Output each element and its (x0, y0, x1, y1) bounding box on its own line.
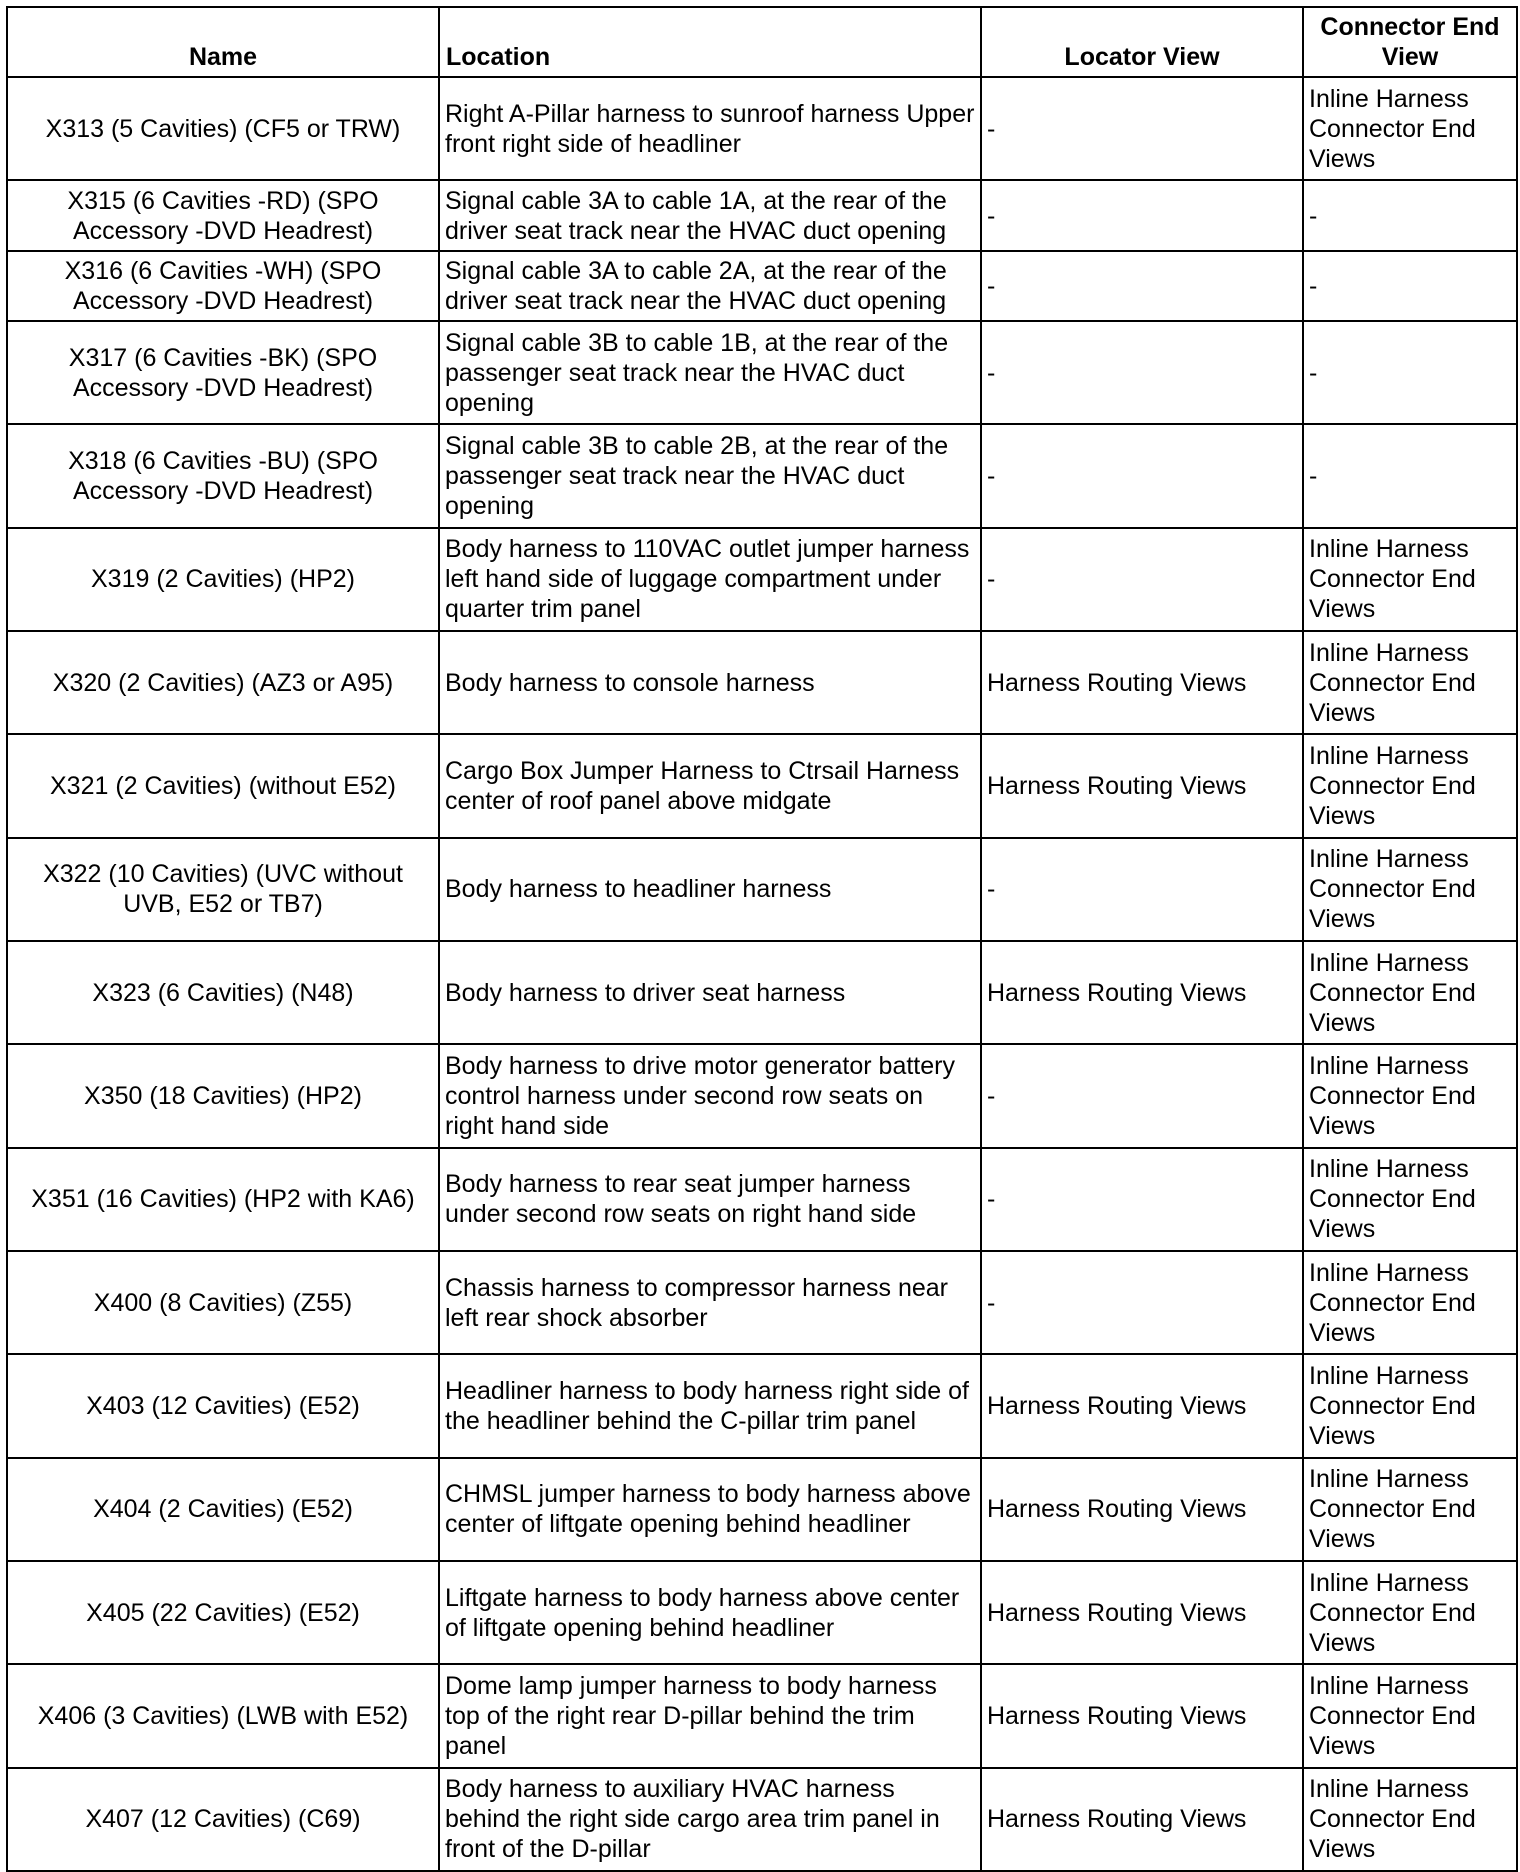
cell-name: X404 (2 Cavities) (E52) (7, 1458, 439, 1561)
table-row (7, 838, 1517, 941)
cell-connector-end-view: - (1303, 321, 1517, 424)
cell-name: X407 (12 Cavities) (C69) (7, 1768, 439, 1871)
cell-connector-end-view: Inline Harness Connector End Views (1303, 1561, 1517, 1664)
cell-location: Signal cable 3A to cable 2A, at the rear of the driver seat track near the HVAC duct opening (439, 251, 981, 321)
cell-locator-view: - (981, 1148, 1303, 1251)
cell-connector-end-view: Inline Harness Connector End Views (1303, 77, 1517, 180)
cell-name: X321 (2 Cavities) (without E52) (7, 734, 439, 837)
cell-location: Dome lamp jumper harness to body harness top of the right rear D-pillar behind the trim panel (439, 1664, 981, 1767)
cell-locator-view: - (981, 251, 1303, 321)
cell-locator-view: - (981, 1044, 1303, 1147)
cell-location: Body harness to driver seat harness (439, 941, 981, 1044)
cell-name: X315 (6 Cavities -RD) (SPO Accessory -DVD Headrest) (7, 180, 439, 250)
cell-locator-view: - (981, 1251, 1303, 1354)
connector-table (6, 6, 1518, 1872)
cell-location: Headliner harness to body harness right side of the headliner behind the C-pillar trim panel (439, 1354, 981, 1457)
table-row (7, 1044, 1517, 1147)
cell-connector-end-view: Inline Harness Connector End Views (1303, 631, 1517, 734)
cell-name: X350 (18 Cavities) (HP2) (7, 1044, 439, 1147)
cell-locator-view: - (981, 528, 1303, 631)
table-row (7, 1664, 1517, 1767)
table-row (7, 1354, 1517, 1457)
cell-locator-view: - (981, 77, 1303, 180)
cell-locator-view: - (981, 838, 1303, 941)
cell-connector-end-view: Inline Harness Connector End Views (1303, 1251, 1517, 1354)
table-row (7, 734, 1517, 837)
table-row (7, 941, 1517, 1044)
cell-location: Liftgate harness to body harness above center of liftgate opening behind headliner (439, 1561, 981, 1664)
table-body (7, 77, 1517, 1871)
cell-connector-end-view: - (1303, 424, 1517, 527)
cell-name: X406 (3 Cavities) (LWB with E52) (7, 1664, 439, 1767)
table-row (7, 180, 1517, 250)
cell-location: Signal cable 3A to cable 1A, at the rear of the driver seat track near the HVAC duct opening (439, 180, 981, 250)
cell-location: Right A-Pillar harness to sunroof harness Upper front right side of headliner (439, 77, 981, 180)
cell-name: X351 (16 Cavities) (HP2 with KA6) (7, 1148, 439, 1251)
cell-connector-end-view: Inline Harness Connector End Views (1303, 1354, 1517, 1457)
table-row (7, 1251, 1517, 1354)
cell-location: Body harness to headliner harness (439, 838, 981, 941)
cell-locator-view: Harness Routing Views (981, 631, 1303, 734)
cell-location: Body harness to console harness (439, 631, 981, 734)
cell-name: X405 (22 Cavities) (E52) (7, 1561, 439, 1664)
cell-connector-end-view: Inline Harness Connector End Views (1303, 1458, 1517, 1561)
cell-connector-end-view: Inline Harness Connector End Views (1303, 1044, 1517, 1147)
cell-name: X317 (6 Cavities -BK) (SPO Accessory -DVD Headrest) (7, 321, 439, 424)
header-connector-end-view: Connector End View (1303, 7, 1517, 77)
cell-name: X318 (6 Cavities -BU) (SPO Accessory -DVD Headrest) (7, 424, 439, 527)
cell-connector-end-view: Inline Harness Connector End Views (1303, 1148, 1517, 1251)
cell-location: Chassis harness to compressor harness near left rear shock absorber (439, 1251, 981, 1354)
table-row (7, 1561, 1517, 1664)
cell-location: Body harness to auxiliary HVAC harness behind the right side cargo area trim panel in front of the D-pillar (439, 1768, 981, 1871)
cell-location: Cargo Box Jumper Harness to Ctrsail Harness center of roof panel above midgate (439, 734, 981, 837)
header-locator-view: Locator View (981, 7, 1303, 77)
cell-locator-view: Harness Routing Views (981, 734, 1303, 837)
cell-connector-end-view: - (1303, 180, 1517, 250)
table-row (7, 1148, 1517, 1251)
cell-connector-end-view: Inline Harness Connector End Views (1303, 528, 1517, 631)
cell-connector-end-view: Inline Harness Connector End Views (1303, 734, 1517, 837)
cell-connector-end-view: Inline Harness Connector End Views (1303, 1664, 1517, 1767)
cell-locator-view: Harness Routing Views (981, 1664, 1303, 1767)
cell-name: X313 (5 Cavities) (CF5 or TRW) (7, 77, 439, 180)
header-name: Name (7, 7, 439, 77)
cell-name: X403 (12 Cavities) (E52) (7, 1354, 439, 1457)
cell-connector-end-view: - (1303, 251, 1517, 321)
cell-location: Body harness to rear seat jumper harness under second row seats on right hand side (439, 1148, 981, 1251)
cell-locator-view: Harness Routing Views (981, 1458, 1303, 1561)
cell-locator-view: - (981, 180, 1303, 250)
cell-locator-view: - (981, 424, 1303, 527)
table-row (7, 424, 1517, 527)
cell-location: Body harness to drive motor generator battery control harness under second row seats on right hand side (439, 1044, 981, 1147)
cell-name: X320 (2 Cavities) (AZ3 or A95) (7, 631, 439, 734)
cell-location: Signal cable 3B to cable 1B, at the rear of the passenger seat track near the HVAC duct opening (439, 321, 981, 424)
cell-name: X400 (8 Cavities) (Z55) (7, 1251, 439, 1354)
header-row (7, 7, 1517, 77)
table-row (7, 77, 1517, 180)
cell-name: X323 (6 Cavities) (N48) (7, 941, 439, 1044)
cell-name: X319 (2 Cavities) (HP2) (7, 528, 439, 631)
cell-location: Body harness to 110VAC outlet jumper harness left hand side of luggage compartment under quarter trim panel (439, 528, 981, 631)
cell-connector-end-view: Inline Harness Connector End Views (1303, 1768, 1517, 1871)
table-row (7, 1458, 1517, 1561)
cell-connector-end-view: Inline Harness Connector End Views (1303, 838, 1517, 941)
cell-connector-end-view: Inline Harness Connector End Views (1303, 941, 1517, 1044)
table-row (7, 1768, 1517, 1871)
table-row (7, 251, 1517, 321)
cell-locator-view: - (981, 321, 1303, 424)
cell-location: Signal cable 3B to cable 2B, at the rear of the passenger seat track near the HVAC duct opening (439, 424, 981, 527)
table-row (7, 321, 1517, 424)
cell-locator-view: Harness Routing Views (981, 1561, 1303, 1664)
table-row (7, 528, 1517, 631)
cell-name: X322 (10 Cavities) (UVC without UVB, E52 or TB7) (7, 838, 439, 941)
cell-locator-view: Harness Routing Views (981, 941, 1303, 1044)
header-location: Location (439, 7, 981, 77)
cell-location: CHMSL jumper harness to body harness above center of liftgate opening behind headliner (439, 1458, 981, 1561)
cell-locator-view: Harness Routing Views (981, 1354, 1303, 1457)
table-row (7, 631, 1517, 734)
cell-name: X316 (6 Cavities -WH) (SPO Accessory -DVD Headrest) (7, 251, 439, 321)
cell-locator-view: Harness Routing Views (981, 1768, 1303, 1871)
